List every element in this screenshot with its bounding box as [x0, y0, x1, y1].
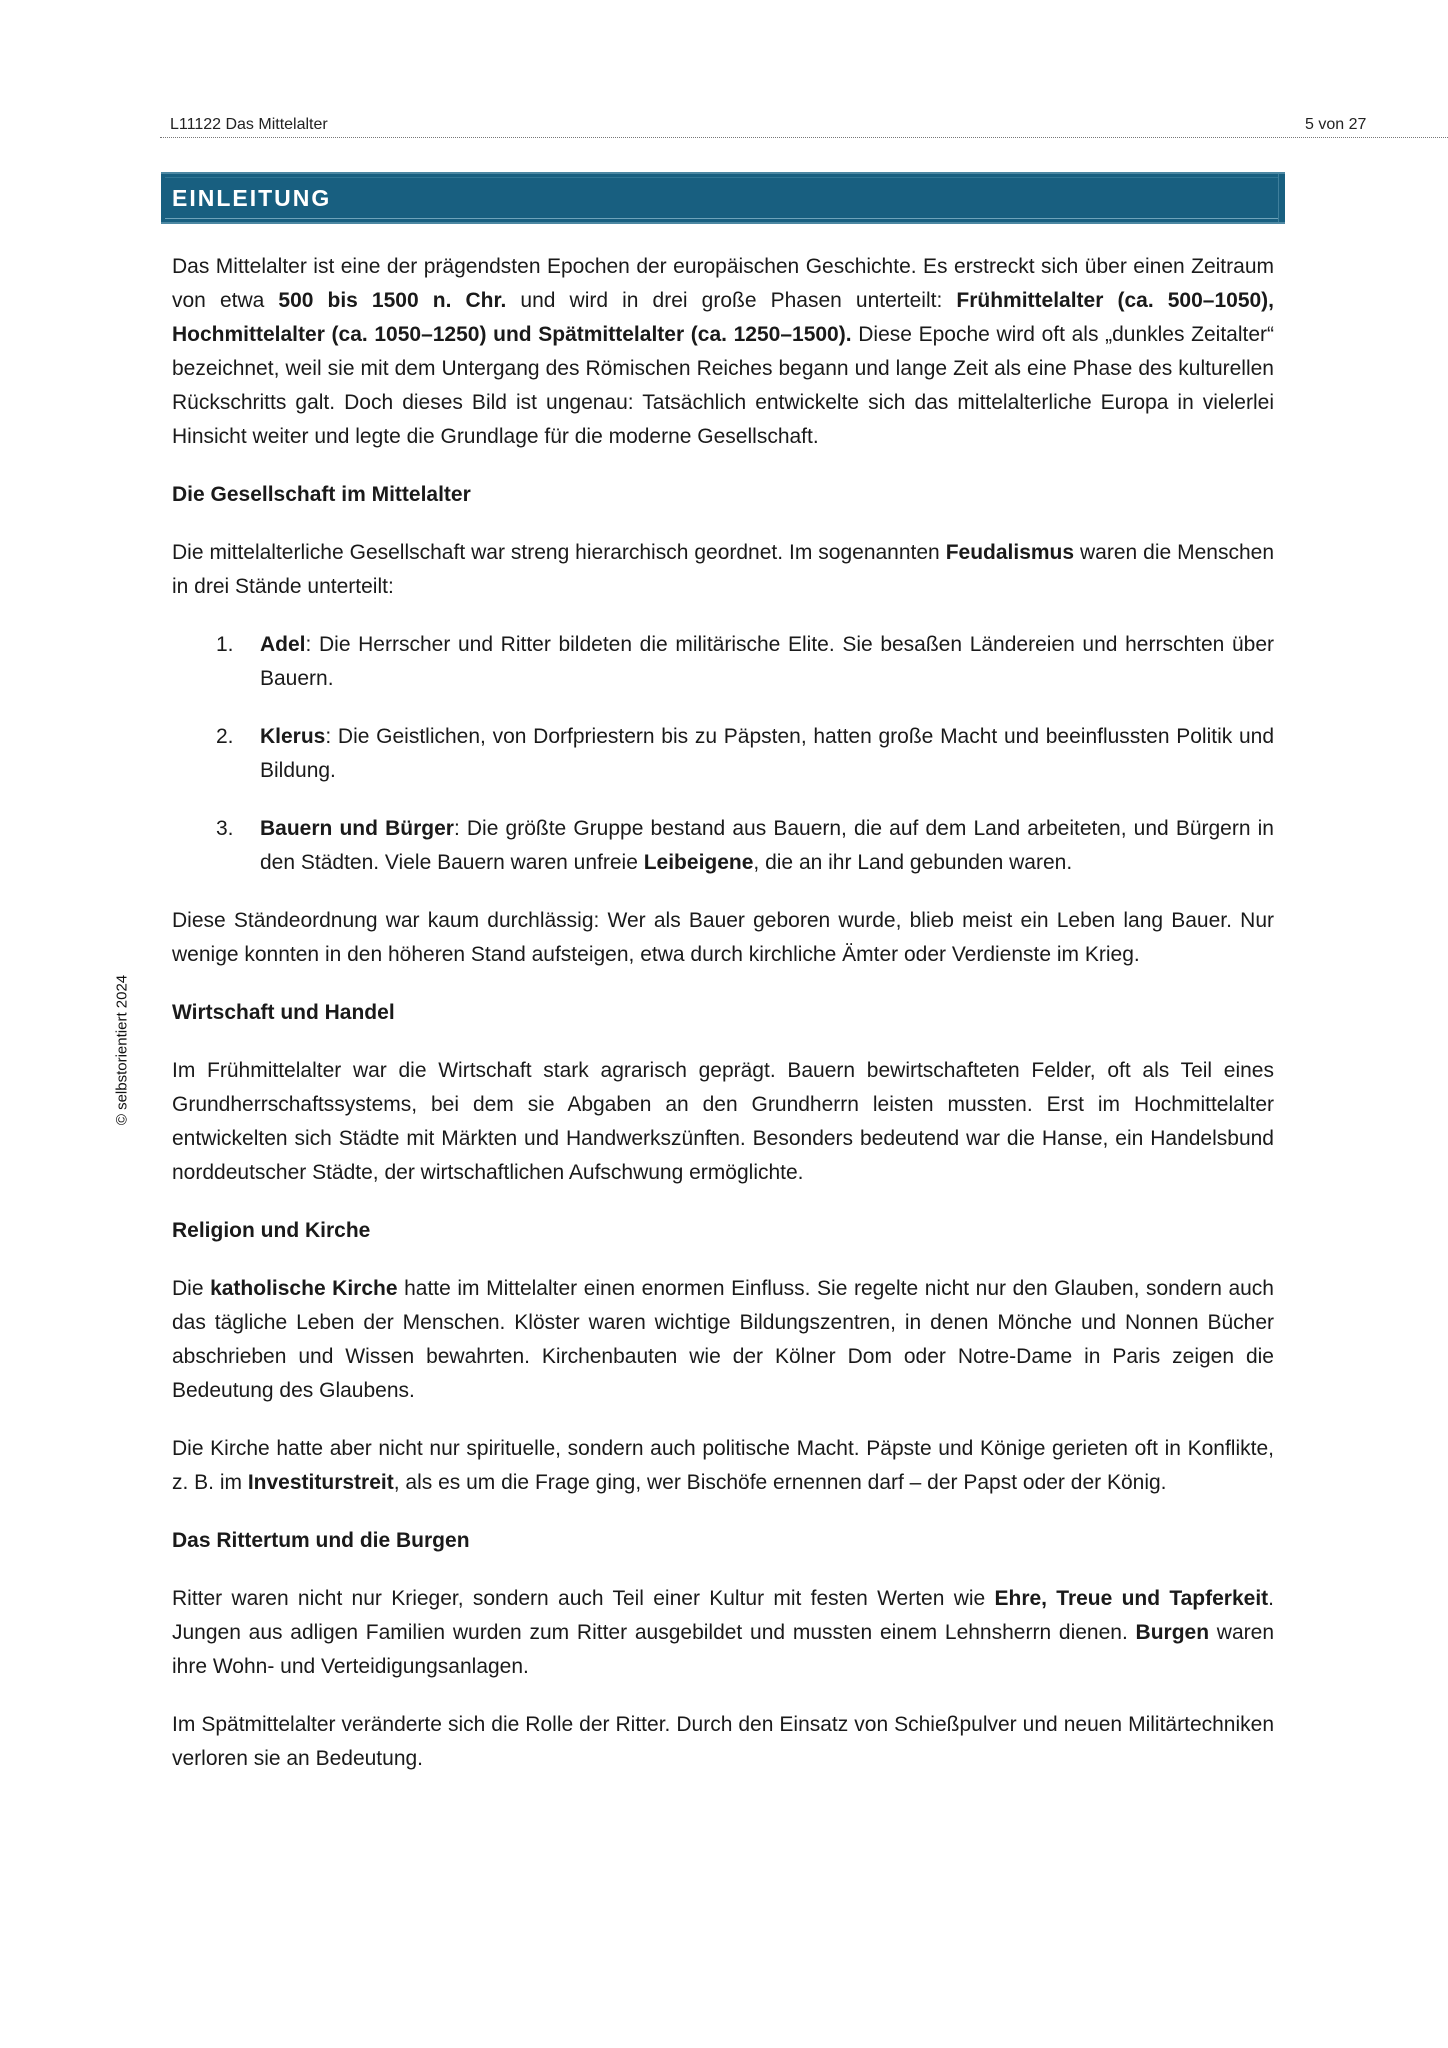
text: Das Mittelalter ist eine der prägendsten Epochen der europäischen Geschichte. Es erstreckt sich über einen Zeitraum von etwa [172, 255, 1274, 312]
text: waren die Menschen in drei Stände unterteilt: [172, 541, 1274, 598]
emphasis-burgen: Burgen [1135, 1621, 1210, 1644]
section-title: EINLEITUNG [172, 185, 332, 211]
emphasis-investiturstreit: Investiturstreit [247, 1471, 394, 1494]
heading-society: Die Gesellschaft im Mittelalter [172, 483, 471, 506]
list-item [172, 628, 1274, 696]
document-title: L11122 Das Mittelalter [170, 116, 328, 133]
list-number: 3. [216, 817, 234, 840]
religion-paragraph-2 [172, 1432, 1274, 1500]
list-item [172, 812, 1274, 880]
estates-paragraph: Diese Ständeordnung war kaum durchlässig: Wer als Bauer geboren wurde, blieb meist ein Leben lang Bauer. Nur wenige konnten in den höheren Stand aufsteigen, etwa durch kirchliche Ämter oder Verdienste im Krieg. [172, 909, 1274, 966]
list-text: , die an ihr Land gebunden waren. [753, 851, 1073, 874]
heading-economy: Wirtschaft und Handel [172, 1001, 395, 1024]
list-text: : Die größte Gruppe bestand aus Bauern, die auf dem Land arbeiteten, und Bürgern in den Städten. Viele Bauern waren unfreie [260, 817, 1274, 874]
text: . Jungen aus adligen Familien wurden zum Ritter ausgebildet und mussten einem Lehnsherrn dienen. [172, 1587, 1275, 1644]
economy-paragraph: Im Frühmittelalter war die Wirtschaft stark agrarisch geprägt. Bauern bewirtschafteten Felder, oft als Teil eines Grundherrschaftssystems, bei dem sie Abgaben an den Grundherrn leisten mussten. Erst im Hochmittelalter entwickelten sich Städte mit Märkten und Handwerkszünften. Besonders bedeutend war die Hanse, ein Handelsbund norddeutscher Städte, der wirtschaftlichen Aufschwung ermöglichte. [172, 1059, 1274, 1184]
text: hatte im Mittelalter einen enormen Einfluss. Sie regelte nicht nur den Glauben, sondern auch das tägliche Leben der Menschen. Klöster waren wichtige Bildungszentren, in denen Mönche und Nonnen Bücher abschrieben und Wissen bewahrten. Kirchenbauten wie der Kölner Dom oder Notre-Dame in Paris zeigen die Bedeutung des Glaubens. [172, 1277, 1274, 1402]
list-number: 2. [216, 725, 234, 748]
page-header [170, 114, 1448, 138]
header-divider [160, 137, 1448, 138]
text: Die Kirche hatte aber nicht nur spirituelle, sondern auch politische Macht. Päpste und Könige gerieten oft in Konflikte, z. B. im [172, 1437, 1274, 1494]
list-term: Klerus [260, 725, 326, 748]
list-item [172, 720, 1274, 788]
text: Diese Epoche wird oft als „dunkles Zeitalter“ bezeichnet, weil sie mit dem Untergang des Römischen Reiches begann und lange Zeit als eine Phase des kulturellen Rückschritts galt. Doch dieses Bild ist ungenau: Tatsächlich entwickelte sich das mittelalterliche Europa in vielerlei Hinsicht weiter und legte die Grundlage für die moderne Gesellschaft. [172, 323, 1274, 448]
text: und wird in drei große Phasen unterteilt: [506, 289, 957, 312]
emphasis-phases: Frühmittelalter (ca. 500–1050), Hochmittelalter (ca. 1050–1250) und Spätmittelalter (ca. 1250–1500). [172, 289, 1275, 346]
list-term: Adel [260, 633, 306, 656]
knights-paragraph-2: Im Spätmittelalter veränderte sich die Rolle der Ritter. Durch den Einsatz von Schießpulver und neuen Militärtechniken verloren sie an Bedeutung. [172, 1713, 1274, 1770]
knights-paragraph-1 [172, 1582, 1274, 1684]
society-paragraph [172, 536, 1274, 604]
list-text: : Die Herrscher und Ritter bildeten die militärische Elite. Sie besaßen Ländereien und herrschten über Bauern. [260, 633, 1274, 690]
list-number: 1. [216, 633, 234, 656]
emphasis-values: Ehre, Treue und Tapferkeit [994, 1587, 1269, 1610]
list-term: Bauern und Bürger [260, 817, 454, 840]
intro-paragraph [172, 250, 1274, 454]
text: Die mittelalterliche Gesellschaft war streng hierarchisch geordnet. Im sogenannten [172, 541, 946, 564]
estates-list [172, 628, 1274, 880]
heading-knights: Das Rittertum und die Burgen [172, 1529, 470, 1552]
section-banner [161, 172, 1285, 224]
text: , als es um die Frage ging, wer Bischöfe ernennen darf – der Papst oder der König. [393, 1471, 1167, 1494]
list-text: : Die Geistlichen, von Dorfpriestern bis zu Päpsten, hatten große Macht und beeinflussten Politik und Bildung. [260, 725, 1274, 782]
emphasis-feudalismus: Feudalismus [945, 541, 1075, 564]
text: Die [172, 1277, 211, 1300]
religion-paragraph-1 [172, 1272, 1274, 1408]
text: waren ihre Wohn- und Verteidigungsanlagen. [172, 1621, 1274, 1678]
heading-religion: Religion und Kirche [172, 1219, 371, 1242]
list-term: Leibeigene [643, 851, 754, 874]
emphasis-church: katholische Kirche [210, 1277, 398, 1300]
copyright-notice: © selbstorientiert 2024 [113, 974, 131, 1126]
page-indicator: 5 von 27 [1305, 116, 1367, 133]
document-body [172, 250, 1274, 1800]
emphasis-era: 500 bis 1500 n. Chr. [278, 289, 507, 312]
text: Ritter waren nicht nur Krieger, sondern auch Teil einer Kultur mit festen Werten wie [172, 1587, 995, 1610]
